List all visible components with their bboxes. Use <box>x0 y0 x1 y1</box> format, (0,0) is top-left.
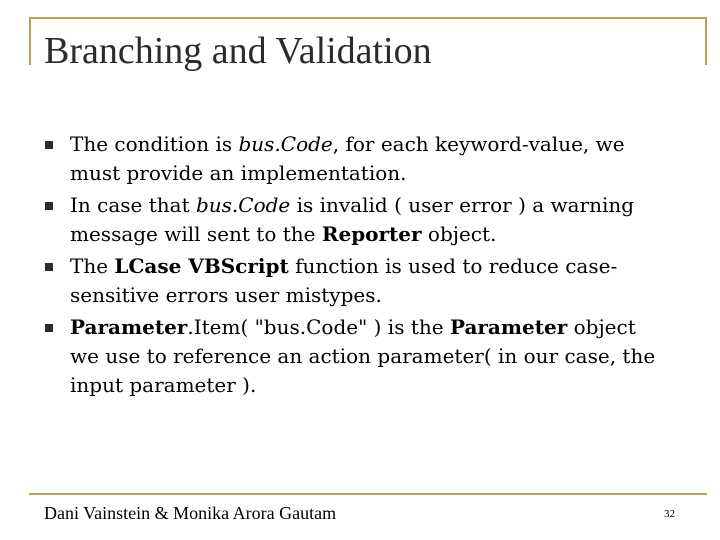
square-bullet-icon <box>45 263 53 271</box>
bullet-text-run: bus.Code <box>238 132 333 156</box>
bullet-text-run: object. <box>421 222 497 246</box>
frame-top-line <box>29 17 707 19</box>
footer-authors: Dani Vainstein & Monika Arora Gautam <box>44 503 337 523</box>
bullet-text-run: function is used to reduce case-sensitive errors user mistypes. <box>70 254 618 307</box>
bullet-text-run: The <box>70 254 115 278</box>
bullet-item <box>45 252 665 310</box>
bullet-text-run: bus.Code <box>195 193 291 217</box>
bullet-text <box>70 193 634 246</box>
frame-right-line <box>705 17 707 65</box>
square-bullet-icon <box>45 324 53 332</box>
bullet-item <box>45 130 665 188</box>
bullet-text-run: , for each keyword-value, we must provide an implementation. <box>70 132 625 185</box>
bullet-text <box>70 132 625 185</box>
bullet-text-run: LCase VBScript <box>114 254 289 278</box>
bullet-text-run: is invalid ( user error ) a warning message will sent to the <box>70 193 635 246</box>
frame-bottom-line <box>29 493 707 495</box>
bullet-item <box>45 313 665 400</box>
square-bullet-icon <box>45 141 53 149</box>
bullet-text <box>70 315 655 397</box>
slide-title: Branching and Validation <box>44 30 432 72</box>
bullet-text-run: The condition is <box>70 132 239 156</box>
bullet-text-run: In case that <box>70 193 196 217</box>
bullet-text-run: Reporter <box>321 222 422 246</box>
bullet-text-run: object we use to reference an action parameter( in our case, the input parameter ). <box>70 315 656 397</box>
bullet-text-run: .Item( "bus.Code" ) is the <box>187 315 450 339</box>
bullet-text-run: Parameter <box>70 315 188 339</box>
square-bullet-icon <box>45 202 53 210</box>
bullet-item <box>45 191 665 249</box>
bullet-list <box>45 130 665 403</box>
page-number: 32 <box>664 508 675 520</box>
frame-left-line <box>29 17 31 65</box>
bullet-text-run: Parameter <box>449 315 568 339</box>
bullet-text <box>70 254 617 307</box>
